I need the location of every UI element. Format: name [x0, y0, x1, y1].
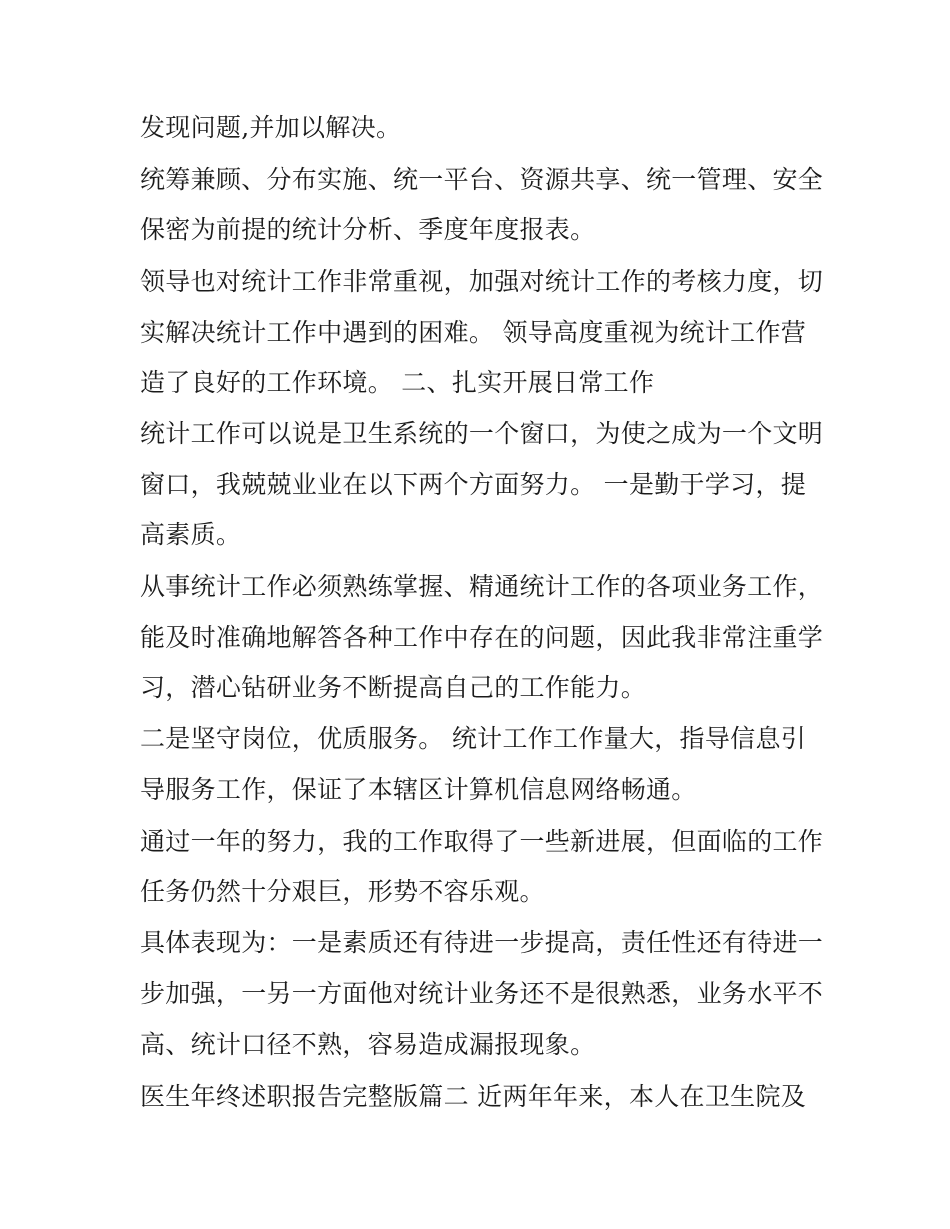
text-line: 能及时准确地解答各种工作中存在的问题，因此我非常注重学	[140, 623, 824, 652]
text-line: 步加强，一另一方面他对统计业务还不是很熟悉，业务水平不	[140, 979, 824, 1008]
text-line: 医生年终述职报告完整版篇二 近两年年来，本人在卫生院及	[140, 1082, 807, 1111]
text-line: 窗口，我兢兢业业在以下两个方面努力。 一是勤于学习，提	[140, 470, 807, 499]
text-line: 高、统计口径不熟，容易造成漏报现象。	[140, 1030, 596, 1059]
text-line: 高素质。	[140, 520, 242, 549]
text-line: 造了良好的工作环境。 二、扎实开展日常工作	[140, 368, 655, 397]
text-line: 统计工作可以说是卫生系统的一个窗口，为使之成为一个文明	[140, 419, 824, 448]
text-line: 从事统计工作必须熟练掌握、精通统计工作的各项业务工作，	[140, 572, 824, 601]
text-line: 发现问题,并加以解决。	[140, 113, 402, 142]
text-line: 保密为前提的统计分析、季度年度报表。	[140, 215, 596, 244]
text-line: 习，潜心钻研业务不断提高自己的工作能力。	[140, 673, 647, 702]
text-line: 通过一年的努力，我的工作取得了一些新进展，但面临的工作	[140, 827, 824, 856]
text-line: 导服务工作，保证了本辖区计算机信息网络畅通。	[140, 775, 697, 804]
text-line: 实解决统计工作中遇到的困难。 领导高度重视为统计工作营	[140, 318, 807, 347]
text-line: 具体表现为：一是素质还有待进一步提高，责任性还有待进一	[140, 928, 824, 957]
text-line: 统筹兼顾、分布实施、统一平台、资源共享、统一管理、安全	[140, 165, 824, 194]
text-line: 领导也对统计工作非常重视，加强对统计工作的考核力度，切	[140, 267, 824, 296]
text-line: 二是坚守岗位，优质服务。 统计工作工作量大，指导信息引	[140, 724, 807, 753]
text-line: 任务仍然十分艰巨，形势不容乐观。	[140, 877, 545, 906]
